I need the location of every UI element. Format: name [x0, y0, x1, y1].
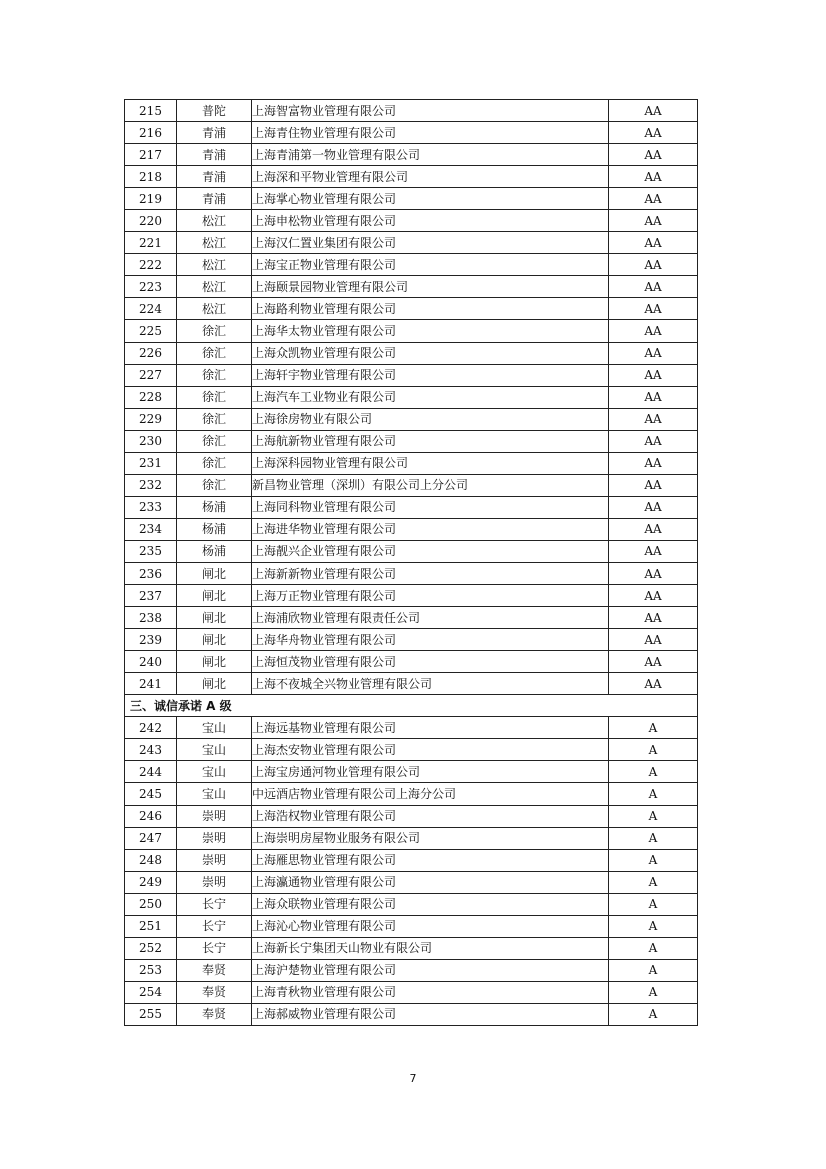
row-number: 248	[125, 849, 177, 871]
district-cell: 青浦	[177, 122, 252, 144]
grade-cell: AA	[609, 607, 698, 629]
company-name-cell: 上海智富物业管理有限公司	[252, 100, 609, 122]
grade-cell: A	[609, 937, 698, 959]
company-name-cell: 上海远基物业管理有限公司	[252, 717, 609, 739]
grade-cell: AA	[609, 496, 698, 518]
district-cell: 崇明	[177, 827, 252, 849]
grade-cell: AA	[609, 144, 698, 166]
company-name-cell: 上海不夜城全兴物业管理有限公司	[252, 673, 609, 695]
company-name-cell: 新昌物业管理（深圳）有限公司上分公司	[252, 474, 609, 496]
table-row	[125, 518, 698, 540]
table-row	[125, 100, 698, 122]
row-number: 247	[125, 827, 177, 849]
row-number: 226	[125, 342, 177, 364]
company-name-cell: 上海新长宁集团天山物业有限公司	[252, 937, 609, 959]
table-row	[125, 783, 698, 805]
row-number: 254	[125, 981, 177, 1003]
grade-cell: AA	[609, 276, 698, 298]
grade-cell: AA	[609, 540, 698, 562]
grade-cell: A	[609, 761, 698, 783]
row-number: 244	[125, 761, 177, 783]
row-number: 251	[125, 915, 177, 937]
grade-cell: A	[609, 739, 698, 761]
district-cell: 松江	[177, 298, 252, 320]
table-row	[125, 122, 698, 144]
company-name-cell: 上海雁思物业管理有限公司	[252, 849, 609, 871]
grade-cell: AA	[609, 122, 698, 144]
grade-cell: AA	[609, 100, 698, 122]
row-number: 230	[125, 430, 177, 452]
row-number: 219	[125, 188, 177, 210]
row-number: 241	[125, 673, 177, 695]
district-cell: 长宁	[177, 915, 252, 937]
district-cell: 徐汇	[177, 430, 252, 452]
table-row	[125, 629, 698, 651]
district-cell: 青浦	[177, 144, 252, 166]
company-name-cell: 上海汽车工业物业有限公司	[252, 386, 609, 408]
company-name-cell: 上海恒茂物业管理有限公司	[252, 651, 609, 673]
table-row	[125, 981, 698, 1003]
district-cell: 徐汇	[177, 364, 252, 386]
table-row	[125, 1003, 698, 1025]
district-cell: 闸北	[177, 607, 252, 629]
company-table	[124, 99, 698, 1026]
table-row	[125, 805, 698, 827]
table-row	[125, 717, 698, 739]
table-row	[125, 739, 698, 761]
district-cell: 徐汇	[177, 452, 252, 474]
table-row	[125, 408, 698, 430]
grade-cell: AA	[609, 342, 698, 364]
row-number: 223	[125, 276, 177, 298]
company-name-cell: 上海航新物业管理有限公司	[252, 430, 609, 452]
grade-cell: AA	[609, 232, 698, 254]
company-name-cell: 上海沪楚物业管理有限公司	[252, 959, 609, 981]
row-number: 224	[125, 298, 177, 320]
row-number: 242	[125, 717, 177, 739]
grade-cell: A	[609, 915, 698, 937]
table-row	[125, 452, 698, 474]
row-number: 245	[125, 783, 177, 805]
row-number: 237	[125, 585, 177, 607]
section-title: 三、诚信承诺 A 级	[125, 695, 698, 717]
table-row	[125, 210, 698, 232]
table-row	[125, 166, 698, 188]
company-name-cell: 上海杰安物业管理有限公司	[252, 739, 609, 761]
district-cell: 闸北	[177, 673, 252, 695]
grade-cell: AA	[609, 673, 698, 695]
district-cell: 徐汇	[177, 474, 252, 496]
grade-cell: AA	[609, 254, 698, 276]
district-cell: 徐汇	[177, 320, 252, 342]
row-number: 229	[125, 408, 177, 430]
grade-cell: A	[609, 893, 698, 915]
row-number: 252	[125, 937, 177, 959]
grade-cell: AA	[609, 651, 698, 673]
company-name-cell: 上海郝威物业管理有限公司	[252, 1003, 609, 1025]
row-number: 243	[125, 739, 177, 761]
district-cell: 闸北	[177, 651, 252, 673]
company-name-cell: 上海宝正物业管理有限公司	[252, 254, 609, 276]
company-name-cell: 上海华舟物业管理有限公司	[252, 629, 609, 651]
company-list-sheet	[124, 99, 697, 1026]
page-number: 7	[409, 1072, 417, 1085]
district-cell: 崇明	[177, 805, 252, 827]
table-row	[125, 342, 698, 364]
grade-cell: A	[609, 1003, 698, 1025]
table-row	[125, 540, 698, 562]
row-number: 228	[125, 386, 177, 408]
grade-cell: AA	[609, 585, 698, 607]
company-name-cell: 上海靓兴企业管理有限公司	[252, 540, 609, 562]
company-name-cell: 上海青秋物业管理有限公司	[252, 981, 609, 1003]
table-row	[125, 849, 698, 871]
district-cell: 奉贤	[177, 959, 252, 981]
section-header-row	[125, 695, 698, 717]
grade-cell: AA	[609, 320, 698, 342]
row-number: 234	[125, 518, 177, 540]
grade-cell: A	[609, 959, 698, 981]
table-row	[125, 915, 698, 937]
company-name-cell: 上海瀛通物业管理有限公司	[252, 871, 609, 893]
district-cell: 杨浦	[177, 518, 252, 540]
company-name-cell: 上海崇明房屋物业服务有限公司	[252, 827, 609, 849]
table-row	[125, 188, 698, 210]
company-name-cell: 上海深科园物业管理有限公司	[252, 452, 609, 474]
table-row	[125, 562, 698, 584]
grade-cell: AA	[609, 386, 698, 408]
district-cell: 宝山	[177, 739, 252, 761]
district-cell: 奉贤	[177, 981, 252, 1003]
table-row	[125, 496, 698, 518]
district-cell: 青浦	[177, 188, 252, 210]
table-row	[125, 430, 698, 452]
row-number: 225	[125, 320, 177, 342]
table-row	[125, 761, 698, 783]
row-number: 239	[125, 629, 177, 651]
grade-cell: AA	[609, 298, 698, 320]
company-name-cell: 上海众联物业管理有限公司	[252, 893, 609, 915]
district-cell: 松江	[177, 254, 252, 276]
grade-cell: AA	[609, 474, 698, 496]
table-row	[125, 276, 698, 298]
company-name-cell: 上海轩宇物业管理有限公司	[252, 364, 609, 386]
table-row	[125, 651, 698, 673]
row-number: 238	[125, 607, 177, 629]
table-row	[125, 893, 698, 915]
company-name-cell: 上海浦欣物业管理有限责任公司	[252, 607, 609, 629]
company-name-cell: 上海万正物业管理有限公司	[252, 585, 609, 607]
table-row	[125, 232, 698, 254]
district-cell: 松江	[177, 276, 252, 298]
row-number: 232	[125, 474, 177, 496]
row-number: 227	[125, 364, 177, 386]
table-row	[125, 937, 698, 959]
district-cell: 崇明	[177, 871, 252, 893]
company-name-cell: 上海青住物业管理有限公司	[252, 122, 609, 144]
company-name-cell: 上海汉仁置业集团有限公司	[252, 232, 609, 254]
district-cell: 崇明	[177, 849, 252, 871]
grade-cell: A	[609, 871, 698, 893]
district-cell: 奉贤	[177, 1003, 252, 1025]
grade-cell: AA	[609, 166, 698, 188]
table-row	[125, 386, 698, 408]
company-name-cell: 上海路利物业管理有限公司	[252, 298, 609, 320]
table-row	[125, 298, 698, 320]
company-name-cell: 上海徐房物业有限公司	[252, 408, 609, 430]
table-row	[125, 364, 698, 386]
row-number: 218	[125, 166, 177, 188]
row-number: 253	[125, 959, 177, 981]
row-number: 221	[125, 232, 177, 254]
grade-cell: AA	[609, 430, 698, 452]
row-number: 222	[125, 254, 177, 276]
company-name-cell: 上海众凯物业管理有限公司	[252, 342, 609, 364]
grade-cell: A	[609, 981, 698, 1003]
grade-cell: AA	[609, 518, 698, 540]
company-name-cell: 上海深和平物业管理有限公司	[252, 166, 609, 188]
grade-cell: AA	[609, 210, 698, 232]
district-cell: 长宁	[177, 937, 252, 959]
grade-cell: AA	[609, 452, 698, 474]
company-name-cell: 上海同科物业管理有限公司	[252, 496, 609, 518]
row-number: 246	[125, 805, 177, 827]
row-number: 250	[125, 893, 177, 915]
company-name-cell: 上海宝房通河物业管理有限公司	[252, 761, 609, 783]
table-row	[125, 871, 698, 893]
row-number: 217	[125, 144, 177, 166]
row-number: 235	[125, 540, 177, 562]
company-name-cell: 上海进华物业管理有限公司	[252, 518, 609, 540]
table-row	[125, 827, 698, 849]
district-cell: 徐汇	[177, 408, 252, 430]
table-row	[125, 144, 698, 166]
table-row	[125, 959, 698, 981]
company-name-cell: 上海新新物业管理有限公司	[252, 562, 609, 584]
district-cell: 徐汇	[177, 386, 252, 408]
row-number: 216	[125, 122, 177, 144]
district-cell: 闸北	[177, 585, 252, 607]
grade-cell: A	[609, 827, 698, 849]
table-row	[125, 254, 698, 276]
district-cell: 宝山	[177, 717, 252, 739]
grade-cell: AA	[609, 188, 698, 210]
company-table-body	[125, 100, 698, 1026]
district-cell: 宝山	[177, 761, 252, 783]
district-cell: 杨浦	[177, 540, 252, 562]
row-number: 236	[125, 562, 177, 584]
table-row	[125, 585, 698, 607]
grade-cell: A	[609, 805, 698, 827]
company-name-cell: 上海沁心物业管理有限公司	[252, 915, 609, 937]
district-cell: 长宁	[177, 893, 252, 915]
grade-cell: A	[609, 849, 698, 871]
district-cell: 松江	[177, 232, 252, 254]
grade-cell: AA	[609, 364, 698, 386]
row-number: 240	[125, 651, 177, 673]
grade-cell: AA	[609, 629, 698, 651]
company-name-cell: 上海浩权物业管理有限公司	[252, 805, 609, 827]
company-name-cell: 上海颐景园物业管理有限公司	[252, 276, 609, 298]
company-name-cell: 中远酒店物业管理有限公司上海分公司	[252, 783, 609, 805]
row-number: 233	[125, 496, 177, 518]
company-name-cell: 上海申松物业管理有限公司	[252, 210, 609, 232]
table-row	[125, 320, 698, 342]
company-name-cell: 上海青浦第一物业管理有限公司	[252, 144, 609, 166]
grade-cell: A	[609, 783, 698, 805]
table-row	[125, 607, 698, 629]
company-name-cell: 上海掌心物业管理有限公司	[252, 188, 609, 210]
district-cell: 松江	[177, 210, 252, 232]
district-cell: 青浦	[177, 166, 252, 188]
district-cell: 杨浦	[177, 496, 252, 518]
district-cell: 闸北	[177, 629, 252, 651]
district-cell: 宝山	[177, 783, 252, 805]
table-row	[125, 474, 698, 496]
grade-cell: A	[609, 717, 698, 739]
row-number: 249	[125, 871, 177, 893]
row-number: 231	[125, 452, 177, 474]
district-cell: 闸北	[177, 562, 252, 584]
district-cell: 普陀	[177, 100, 252, 122]
row-number: 255	[125, 1003, 177, 1025]
table-row	[125, 673, 698, 695]
grade-cell: AA	[609, 408, 698, 430]
row-number: 215	[125, 100, 177, 122]
district-cell: 徐汇	[177, 342, 252, 364]
grade-cell: AA	[609, 562, 698, 584]
row-number: 220	[125, 210, 177, 232]
company-name-cell: 上海华太物业管理有限公司	[252, 320, 609, 342]
